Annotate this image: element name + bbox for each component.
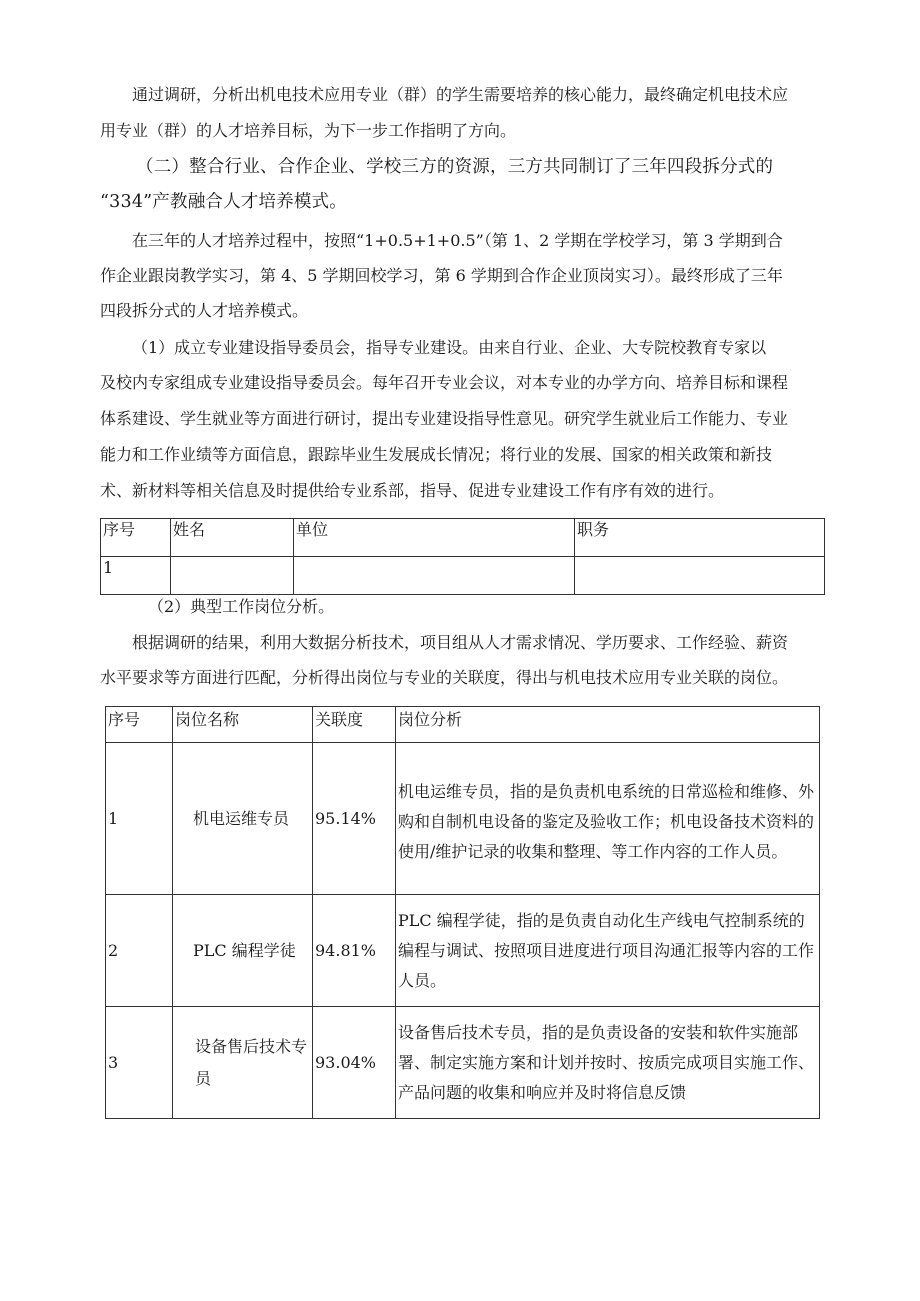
row-number-cell: 3 bbox=[106, 1007, 173, 1119]
table-row bbox=[101, 557, 825, 595]
relevance-cell: 95.14% bbox=[313, 743, 396, 895]
paragraph-6-line-1: 根据调研的结果，利用大数据分析技术，项目组从人才需求情况、学历要求、工作经验、薪资 bbox=[132, 633, 789, 652]
header-cell: 单位 bbox=[294, 519, 575, 557]
job-name-cell bbox=[173, 1007, 313, 1119]
table-header-row bbox=[101, 519, 825, 557]
table-cell bbox=[171, 557, 294, 595]
job-name-cell: 机电运维专员 bbox=[173, 743, 313, 895]
paragraph-3-line-3: 四段拆分式的人才培养模式。 bbox=[100, 301, 309, 320]
paragraph-4-line-3: 体系建设、学生就业等方面进行研讨，提出专业建设指导性意见。研究学生就业后工作能力、专业 bbox=[100, 409, 789, 428]
table-cell: 1 bbox=[101, 557, 171, 595]
job-analysis-cell: 设备售后技术专员，指的是负责设备的安装和软件实施部署、制定实施方案和计划并按时、按质完成项目实施工作、产品问题的收集和响应并及时将信息反馈 bbox=[396, 1007, 820, 1119]
section-heading-line-1: （二）整合行业、合作企业、学校三方的资源，三方共同制订了三年四段拆分式的 bbox=[136, 157, 774, 177]
table-row bbox=[106, 1007, 820, 1119]
table-cell bbox=[294, 557, 575, 595]
paragraph-4-line-1: （1）成立专业建设指导委员会，指导专业建设。由来自行业、企业、大专院校教育专家以 bbox=[132, 338, 767, 357]
job-analysis-cell: 机电运维专员，指的是负责机电系统的日常巡检和维修、外购和自制机电设备的鉴定及验收工作；机电设备技术资料的使用/维护记录的收集和整理、等工作内容的工作人员。 bbox=[396, 743, 820, 895]
paragraph-3-line-1: 在三年的人才培养过程中，按照“1+0.5+1+0.5”（第 1、2 学期在学校学习，第 3 学期到合 bbox=[132, 231, 783, 250]
table-cell bbox=[575, 557, 825, 595]
job-name-line-1: 设备售后技术专 bbox=[195, 1036, 308, 1056]
table-row bbox=[106, 895, 820, 1007]
job-name-line-2: 员 bbox=[195, 1068, 212, 1088]
committee-table bbox=[100, 518, 825, 595]
header-cell: 岗位分析 bbox=[396, 707, 820, 743]
header-cell: 姓名 bbox=[171, 519, 294, 557]
job-analysis-table bbox=[105, 706, 820, 1119]
paragraph-4-line-2: 及校内专家组成专业建设指导委员会。每年召开专业会议，对本专业的办学方向、培养目标和课程 bbox=[100, 373, 789, 392]
header-cell: 序号 bbox=[106, 707, 173, 743]
row-number-cell: 1 bbox=[106, 743, 173, 895]
paragraph-5-line-1: （2）典型工作岗位分析。 bbox=[148, 597, 335, 616]
table-header-row bbox=[106, 707, 820, 743]
row-number-cell: 2 bbox=[106, 895, 173, 1007]
header-cell: 职务 bbox=[575, 519, 825, 557]
paragraph-1-line-2: 用专业（群）的人才培养目标，为下一步工作指明了方向。 bbox=[100, 121, 517, 140]
paragraph-4-line-4: 能力和工作业绩等方面信息，跟踪毕业生发展成长情况；将行业的发展、国家的相关政策和新技 bbox=[100, 445, 773, 464]
paragraph-1-line-1: 通过调研，分析出机电技术应用专业（群）的学生需要培养的核心能力，最终确定机电技术应 bbox=[132, 85, 789, 104]
job-name-cell: PLC 编程学徒 bbox=[173, 895, 313, 1007]
paragraph-3-line-2: 作企业跟岗教学实习，第 4、5 学期回校学习，第 6 学期到合作企业顶岗实习）。最终形成了三年 bbox=[100, 266, 783, 285]
relevance-cell: 94.81% bbox=[313, 895, 396, 1007]
relevance-cell: 93.04% bbox=[313, 1007, 396, 1119]
paragraph-4-line-5: 术、新材料等相关信息及时提供给专业系部，指导、促进专业建设工作有序有效的进行。 bbox=[100, 481, 725, 500]
section-heading-line-2: “334”产教融合人才培养模式。 bbox=[100, 192, 347, 212]
table-row bbox=[106, 743, 820, 895]
header-cell: 序号 bbox=[101, 519, 171, 557]
job-analysis-cell: PLC 编程学徒，指的是负责自动化生产线电气控制系统的编程与调试、按照项目进度进行项目沟通汇报等内容的工作人员。 bbox=[396, 895, 820, 1007]
paragraph-6-line-2: 水平要求等方面进行匹配，分析得出岗位与专业的关联度，得出与机电技术应用专业关联的岗位。 bbox=[100, 668, 789, 687]
header-cell: 关联度 bbox=[313, 707, 396, 743]
header-cell: 岗位名称 bbox=[173, 707, 313, 743]
